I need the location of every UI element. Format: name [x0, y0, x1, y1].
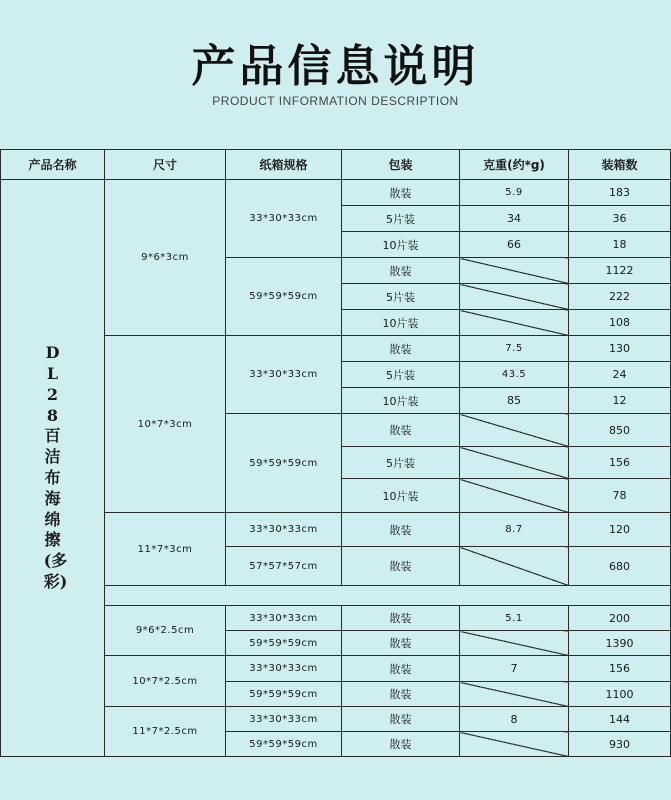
qty-cell: 156	[569, 656, 671, 682]
size-cell: 9*6*2.5cm	[105, 606, 226, 656]
size-cell: 11*7*2.5cm	[105, 707, 226, 757]
weight-cell: 7.5	[460, 336, 569, 362]
pack-cell: 散装	[342, 631, 460, 656]
qty-cell: 130	[569, 336, 671, 362]
qty-cell: 36	[569, 206, 671, 232]
pack-cell: 散装	[342, 707, 460, 732]
qty-cell: 200	[569, 606, 671, 631]
carton-cell: 59*59*59cm	[226, 732, 342, 757]
carton-cell: 59*59*59cm	[226, 682, 342, 707]
header-carton-qty: 装箱数	[569, 150, 671, 180]
pack-cell: 散装	[342, 606, 460, 631]
pack-cell: 散装	[342, 732, 460, 757]
pack-cell: 散装	[342, 258, 460, 284]
carton-cell: 59*59*59cm	[226, 258, 342, 336]
pack-cell: 散装	[342, 180, 460, 206]
carton-cell: 59*59*59cm	[226, 631, 342, 656]
pack-cell: 散装	[342, 414, 460, 447]
spacer-cell	[105, 586, 671, 606]
carton-cell: 33*30*33cm	[226, 707, 342, 732]
qty-cell: 183	[569, 180, 671, 206]
size-cell: 11*7*3cm	[105, 513, 226, 586]
pack-cell: 10片装	[342, 310, 460, 336]
pack-cell: 10片装	[342, 232, 460, 258]
qty-cell: 120	[569, 513, 671, 547]
weight-empty-cell	[460, 310, 569, 336]
header-row	[1, 150, 671, 180]
carton-cell: 33*30*33cm	[226, 336, 342, 414]
page-subtitle: PRODUCT INFORMATION DESCRIPTION	[212, 94, 459, 108]
page-title: 产品信息说明	[191, 41, 480, 92]
weight-cell: 7	[460, 656, 569, 682]
weight-cell: 8.7	[460, 513, 569, 547]
carton-cell: 57*57*57cm	[226, 547, 342, 586]
weight-cell: 5.9	[460, 180, 569, 206]
product-name: DL28百洁布海绵擦(多彩)	[43, 343, 68, 591]
qty-cell: 680	[569, 547, 671, 586]
size-cell: 10*7*3cm	[105, 336, 226, 513]
weight-empty-cell	[460, 732, 569, 757]
weight-cell: 85	[460, 388, 569, 414]
qty-cell: 850	[569, 414, 671, 447]
qty-cell: 1100	[569, 682, 671, 707]
header-product-name: 产品名称	[1, 150, 105, 180]
pack-cell: 散装	[342, 513, 460, 547]
header-carton-spec: 纸箱规格	[226, 150, 342, 180]
pack-cell: 5片装	[342, 206, 460, 232]
qty-cell: 108	[569, 310, 671, 336]
weight-cell: 5.1	[460, 606, 569, 631]
qty-cell: 144	[569, 707, 671, 732]
qty-cell: 24	[569, 362, 671, 388]
weight-cell: 43.5	[460, 362, 569, 388]
weight-cell: 66	[460, 232, 569, 258]
pack-cell: 5片装	[342, 362, 460, 388]
pack-cell: 5片装	[342, 447, 460, 479]
size-cell: 9*6*3cm	[105, 180, 226, 336]
header-packaging: 包装	[342, 150, 460, 180]
weight-empty-cell	[460, 479, 569, 513]
pack-cell: 散装	[342, 547, 460, 586]
qty-cell: 12	[569, 388, 671, 414]
pack-cell: 10片装	[342, 388, 460, 414]
carton-cell: 59*59*59cm	[226, 414, 342, 513]
size-cell: 10*7*2.5cm	[105, 656, 226, 707]
product-name-cell	[1, 180, 105, 757]
header-weight: 克重(约*g)	[460, 150, 569, 180]
product-info-table	[0, 149, 671, 757]
weight-empty-cell	[460, 284, 569, 310]
pack-cell: 散装	[342, 336, 460, 362]
qty-cell: 18	[569, 232, 671, 258]
weight-empty-cell	[460, 414, 569, 447]
pack-cell: 5片装	[342, 284, 460, 310]
weight-empty-cell	[460, 631, 569, 656]
table-row	[1, 180, 671, 206]
qty-cell: 78	[569, 479, 671, 513]
carton-cell: 33*30*33cm	[226, 606, 342, 631]
qty-cell: 156	[569, 447, 671, 479]
qty-cell: 930	[569, 732, 671, 757]
weight-empty-cell	[460, 547, 569, 586]
weight-cell: 34	[460, 206, 569, 232]
weight-empty-cell	[460, 682, 569, 707]
carton-cell: 33*30*33cm	[226, 656, 342, 682]
header-size: 尺寸	[105, 150, 226, 180]
qty-cell: 1390	[569, 631, 671, 656]
pack-cell: 散装	[342, 656, 460, 682]
carton-cell: 33*30*33cm	[226, 180, 342, 258]
pack-cell: 10片装	[342, 479, 460, 513]
carton-cell: 33*30*33cm	[226, 513, 342, 547]
pack-cell: 散装	[342, 682, 460, 707]
qty-cell: 1122	[569, 258, 671, 284]
weight-empty-cell	[460, 447, 569, 479]
weight-cell: 8	[460, 707, 569, 732]
weight-empty-cell	[460, 258, 569, 284]
qty-cell: 222	[569, 284, 671, 310]
